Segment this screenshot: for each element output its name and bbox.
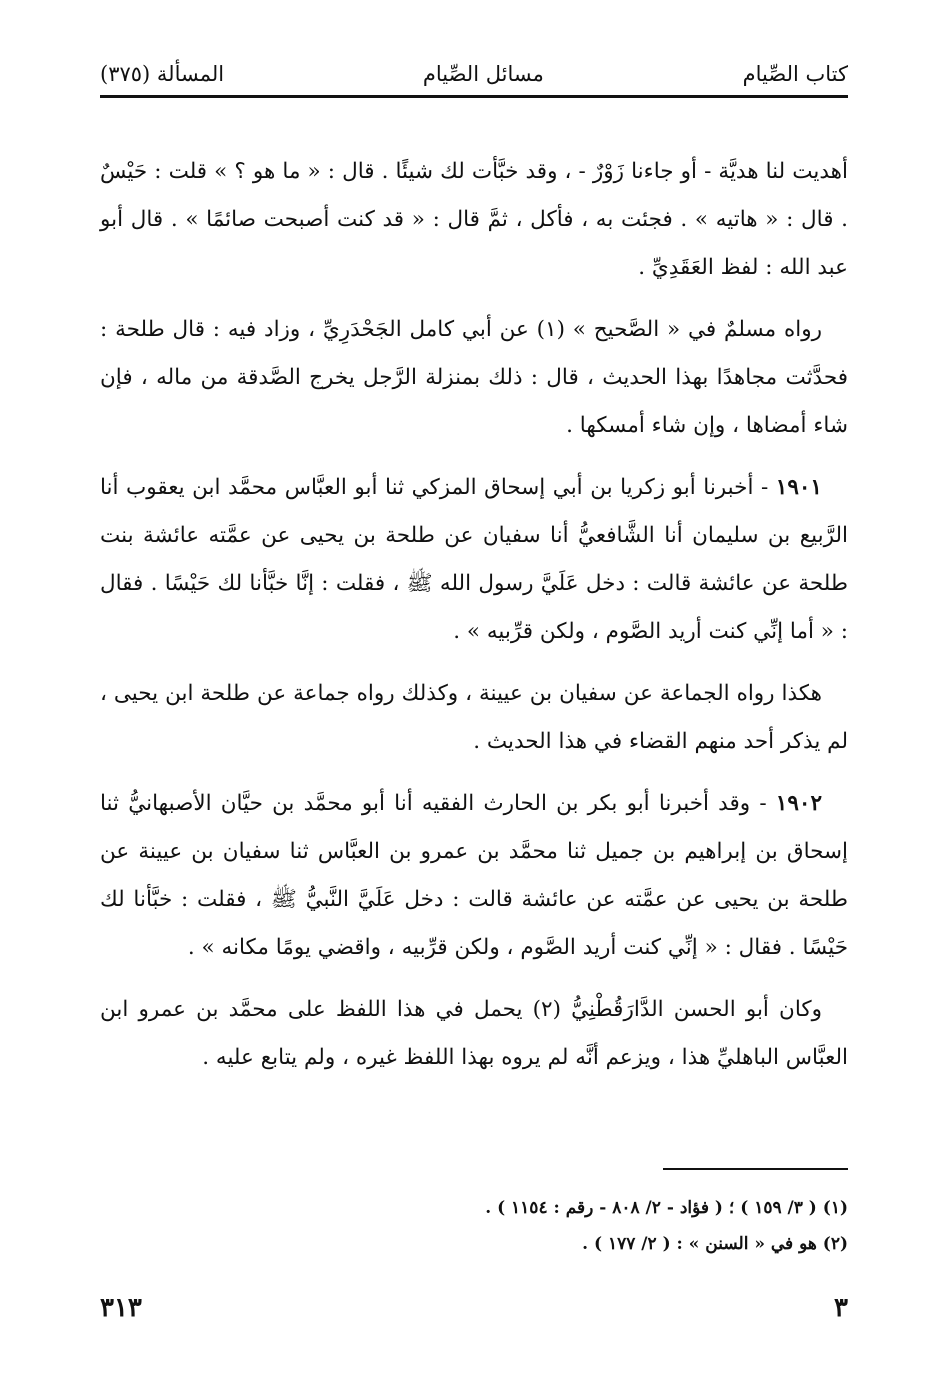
footnote-item: (١) ( ٣/ ١٥٩ ) ؛ ( فؤاد - ٢/ ٨٠٨ - رقم : ١١٥٤ ) . [485,1198,848,1218]
hadith-paragraph [100,780,848,972]
hadith-paragraph [100,464,848,656]
footnote-item: (٢) هو في « السنن » : ( ٢/ ١٧٧ ) . [582,1234,848,1254]
paragraph-text: هكذا رواه الجماعة عن سفيان بن عيينة ، وكذلك رواه جماعة عن طلحة ابن يحيى ، لم يذكر أحد منهم القضاء في هذا الحديث . [100,681,848,754]
paragraph-text: وكان أبو الحسن الدَّارَقُطْنِيُّ (٢) يحمل في هذا اللفظ على محمَّد بن عمرو ابن العبَّاس الباهليِّ هذا ، ويزعم أنَّه لم يروه بهذا اللفظ غيره ، ولم يتابع عليه . [100,997,848,1070]
footnote-rule [663,1168,848,1170]
paragraph-text: - أخبرنا أبو زكريا بن أبي إسحاق المزكي ثنا أبو العبَّاس محمَّد ابن يعقوب أنا الرَّبيع بن سليمان أنا الشَّافعيُّ أنا سفيان عن طلحة بن يحيى عن عمَّته عائشة بنت طلحة عن عائشة قالت : دخل عَلَيَّ رسول الله ﷺ ، فقلت : إنَّا خبَّأنا لك حَيْسًا . فقال : « أما إنِّي كنت أريد الصَّوم ، ولكن قرِّبيه » . [100,475,848,644]
header-issue-number: المسألة (٣٧٥) [100,62,225,86]
paragraph-text: أهديت لنا هديَّة - أو جاءنا زَوْرٌ - ، وقد خبَّأت لك شيئًا . قال : « ما هو ؟ » قلت : حَيْسٌ . قال : « هاتيه » . فجئت به ، فأكل ، ثمَّ قال : « قد كنت أصبحت صائمًا » . قال أبو عبد الله : لفظ العَقَدِيِّ . [100,159,848,280]
hadith-number: ١٩٠٢ [775,791,822,816]
paragraph [100,986,848,1082]
header-chapter-title: مسائل الصِّيام [422,62,544,86]
page-number: ٣١٣ [100,1293,142,1323]
running-header [100,54,848,94]
header-rule [100,95,848,98]
paragraph-text: رواه مسلمٌ في « الصَّحيح » (١) عن أبي كامل الجَحْدَرِيِّ ، وزاد فيه : قال طلحة : فحدَّثت مجاهدًا بهذا الحديث ، قال : ذلك بمنزلة الرَّجل يخرج الصَّدقة من ماله ، فإن شاء أمضاها ، وإن شاء أمسكها . [100,317,848,438]
footnotes [100,1190,848,1262]
header-book-title: كتاب الصِّيام [742,62,848,86]
hadith-number: ١٩٠١ [775,475,822,500]
page-footer [100,1288,848,1328]
paragraph [100,306,848,450]
paragraph [100,148,848,292]
paragraph-text: - وقد أخبرنا أبو بكر بن الحارث الفقيه أنا أبو محمَّد بن حيَّان الأصبهانيُّ ثنا إسحاق بن إبراهيم بن جميل ثنا محمَّد بن عمرو بن العبَّاس ثنا سفيان بن عيينة عن طلحة بن يحيى عن عمَّته عن عائشة قالت : دخل عَلَيَّ النَّبيُّ ﷺ ، فقلت : خبَّأنا لك حَيْسًا . فقال : « إنِّي كنت أريد الصَّوم ، ولكن قرِّبيه ، واقضي يومًا مكانه » . [100,791,848,960]
volume-number: ٣ [834,1293,848,1323]
paragraph [100,670,848,766]
main-text [100,148,848,1096]
